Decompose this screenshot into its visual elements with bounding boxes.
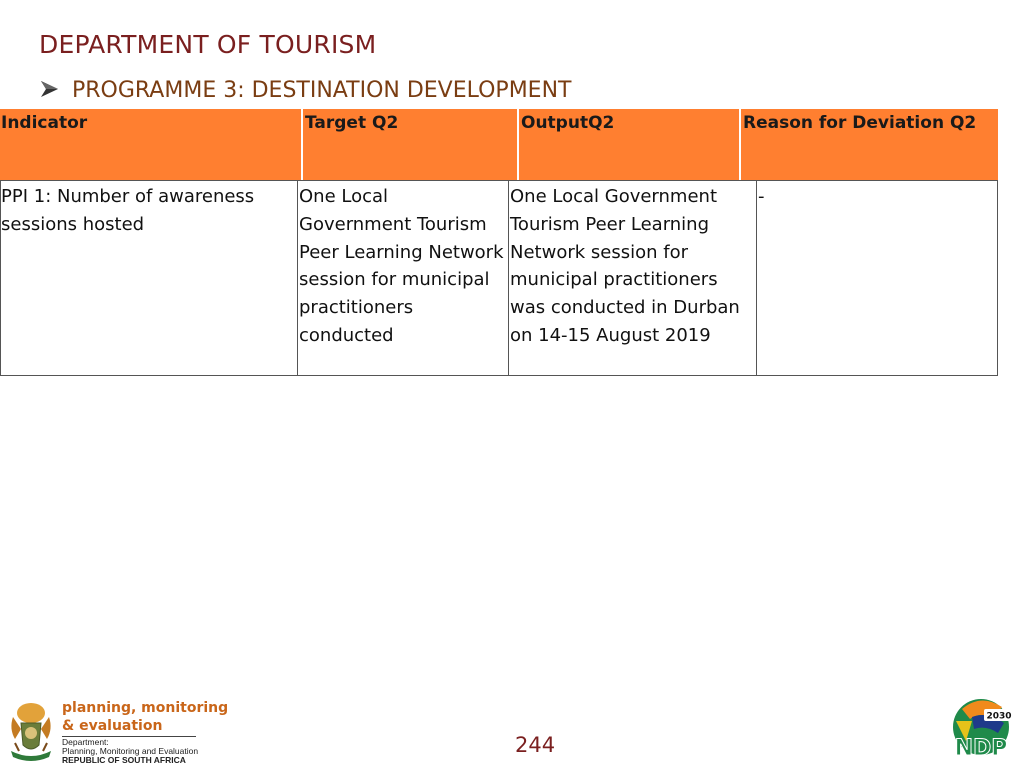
page-title: DEPARTMENT OF TOURISM [39, 30, 377, 59]
column-header-indicator: Indicator [0, 109, 302, 180]
cell-indicator: PPI 1: Number of awareness sessions hosted [1, 186, 255, 235]
subtitle-text: PROGRAMME 3: DESTINATION DEVELOPMENT [72, 78, 572, 103]
dpme-country: REPUBLIC OF SOUTH AFRICA [62, 755, 186, 765]
column-header-output: OutputQ2 [518, 109, 740, 180]
cell-target: One Local Government Tourism Peer Learning Network session for municipal practitioners conducted [299, 186, 504, 346]
dpme-dept-name: Planning, Monitoring and Evaluation [62, 746, 199, 756]
cell-output: One Local Government Tourism Peer Learning Network session for municipal practitioners was conducted in Durban on 14-15 August 2019 [510, 186, 740, 346]
arrow-bullet-icon [39, 80, 59, 98]
cell-divider [508, 180, 509, 376]
section-subtitle [39, 78, 571, 103]
header-divider [739, 109, 741, 180]
coat-of-arms-icon [3, 699, 59, 765]
cell-divider [297, 180, 298, 376]
header-divider [301, 109, 303, 180]
cell-divider [756, 180, 757, 376]
dpme-name-line2: & evaluation [62, 718, 163, 734]
ndp-2030-logo [948, 697, 1018, 763]
page-number: 244 [515, 733, 556, 757]
ndp-year-text: 2030 [986, 711, 1012, 722]
dpme-dept-label: Department: [62, 737, 109, 747]
ndp-text: NDP [954, 736, 1008, 761]
column-header-reason: Reason for Deviation Q2 [740, 109, 998, 180]
cell-reason: - [758, 186, 765, 207]
dpme-name-line1: planning, monitoring [62, 700, 229, 716]
column-header-target: Target Q2 [302, 109, 518, 180]
header-divider [517, 109, 519, 180]
